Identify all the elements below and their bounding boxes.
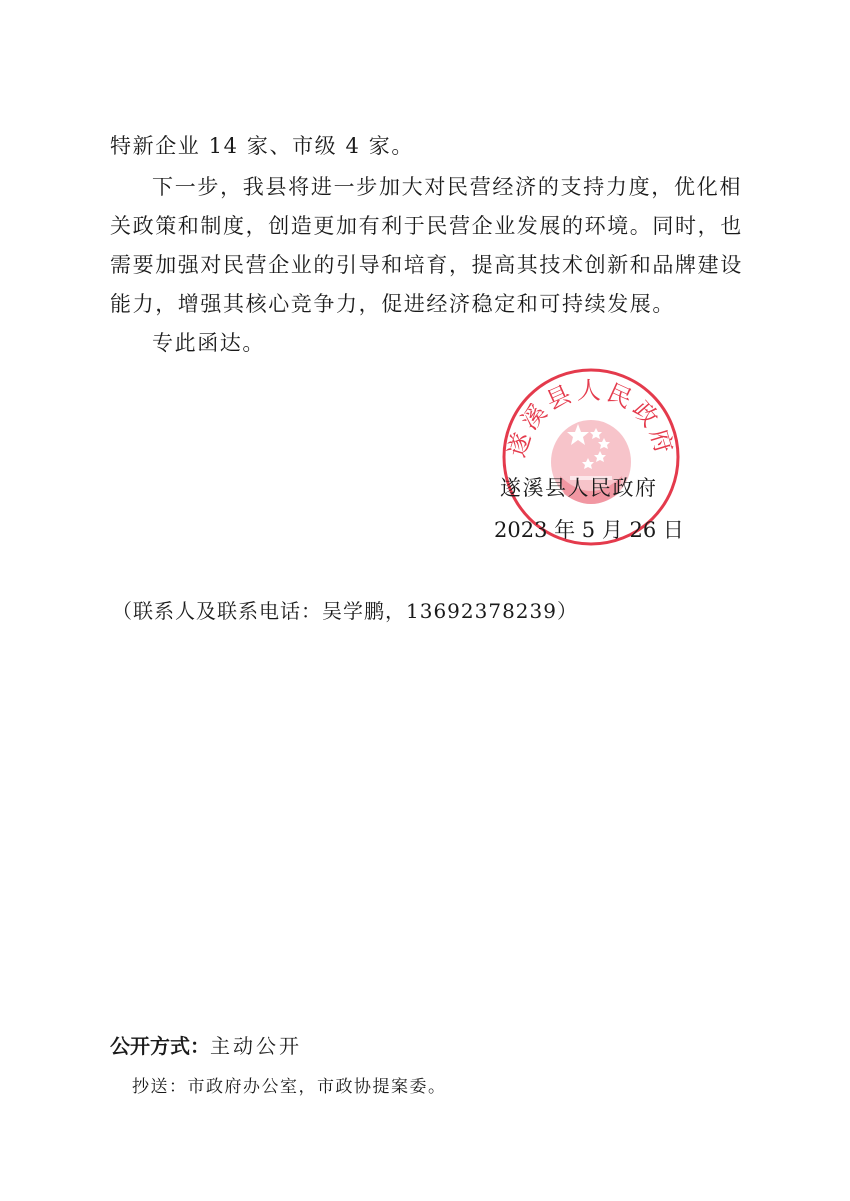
closing-line: 专此函达。	[152, 331, 265, 355]
disclosure-label: 公开方式：	[110, 1034, 210, 1058]
body-line-3: 关政策和制度，创造更加有利于民营企业发展的环境。同时，也	[110, 214, 743, 238]
body-line-1: 特新企业 14 家、市级 4 家。	[110, 134, 414, 158]
seal-text: 遂溪县人民政府	[502, 376, 680, 461]
signing-date: 2023 年 5 月 26 日	[494, 518, 684, 542]
body-line-5: 能力，增强其核心竞争力，促进经济稳定和可持续发展。	[110, 292, 675, 316]
body-line-4: 需要加强对民营企业的引导和培育，提高其技术创新和品牌建设	[110, 253, 743, 277]
disclosure-method	[110, 1033, 302, 1059]
cc-recipients: 抄送：市政府办公室，市政协提案委。	[132, 1077, 447, 1097]
disclosure-value: 主动公开	[210, 1034, 302, 1058]
signing-organization: 遂溪县人民政府	[500, 476, 658, 500]
body-line-2: 下一步，我县将进一步加大对民营经济的支持力度，优化相	[152, 175, 742, 199]
contact-info: （联系人及联系电话：吴学鹏，13692378239）	[112, 599, 578, 623]
